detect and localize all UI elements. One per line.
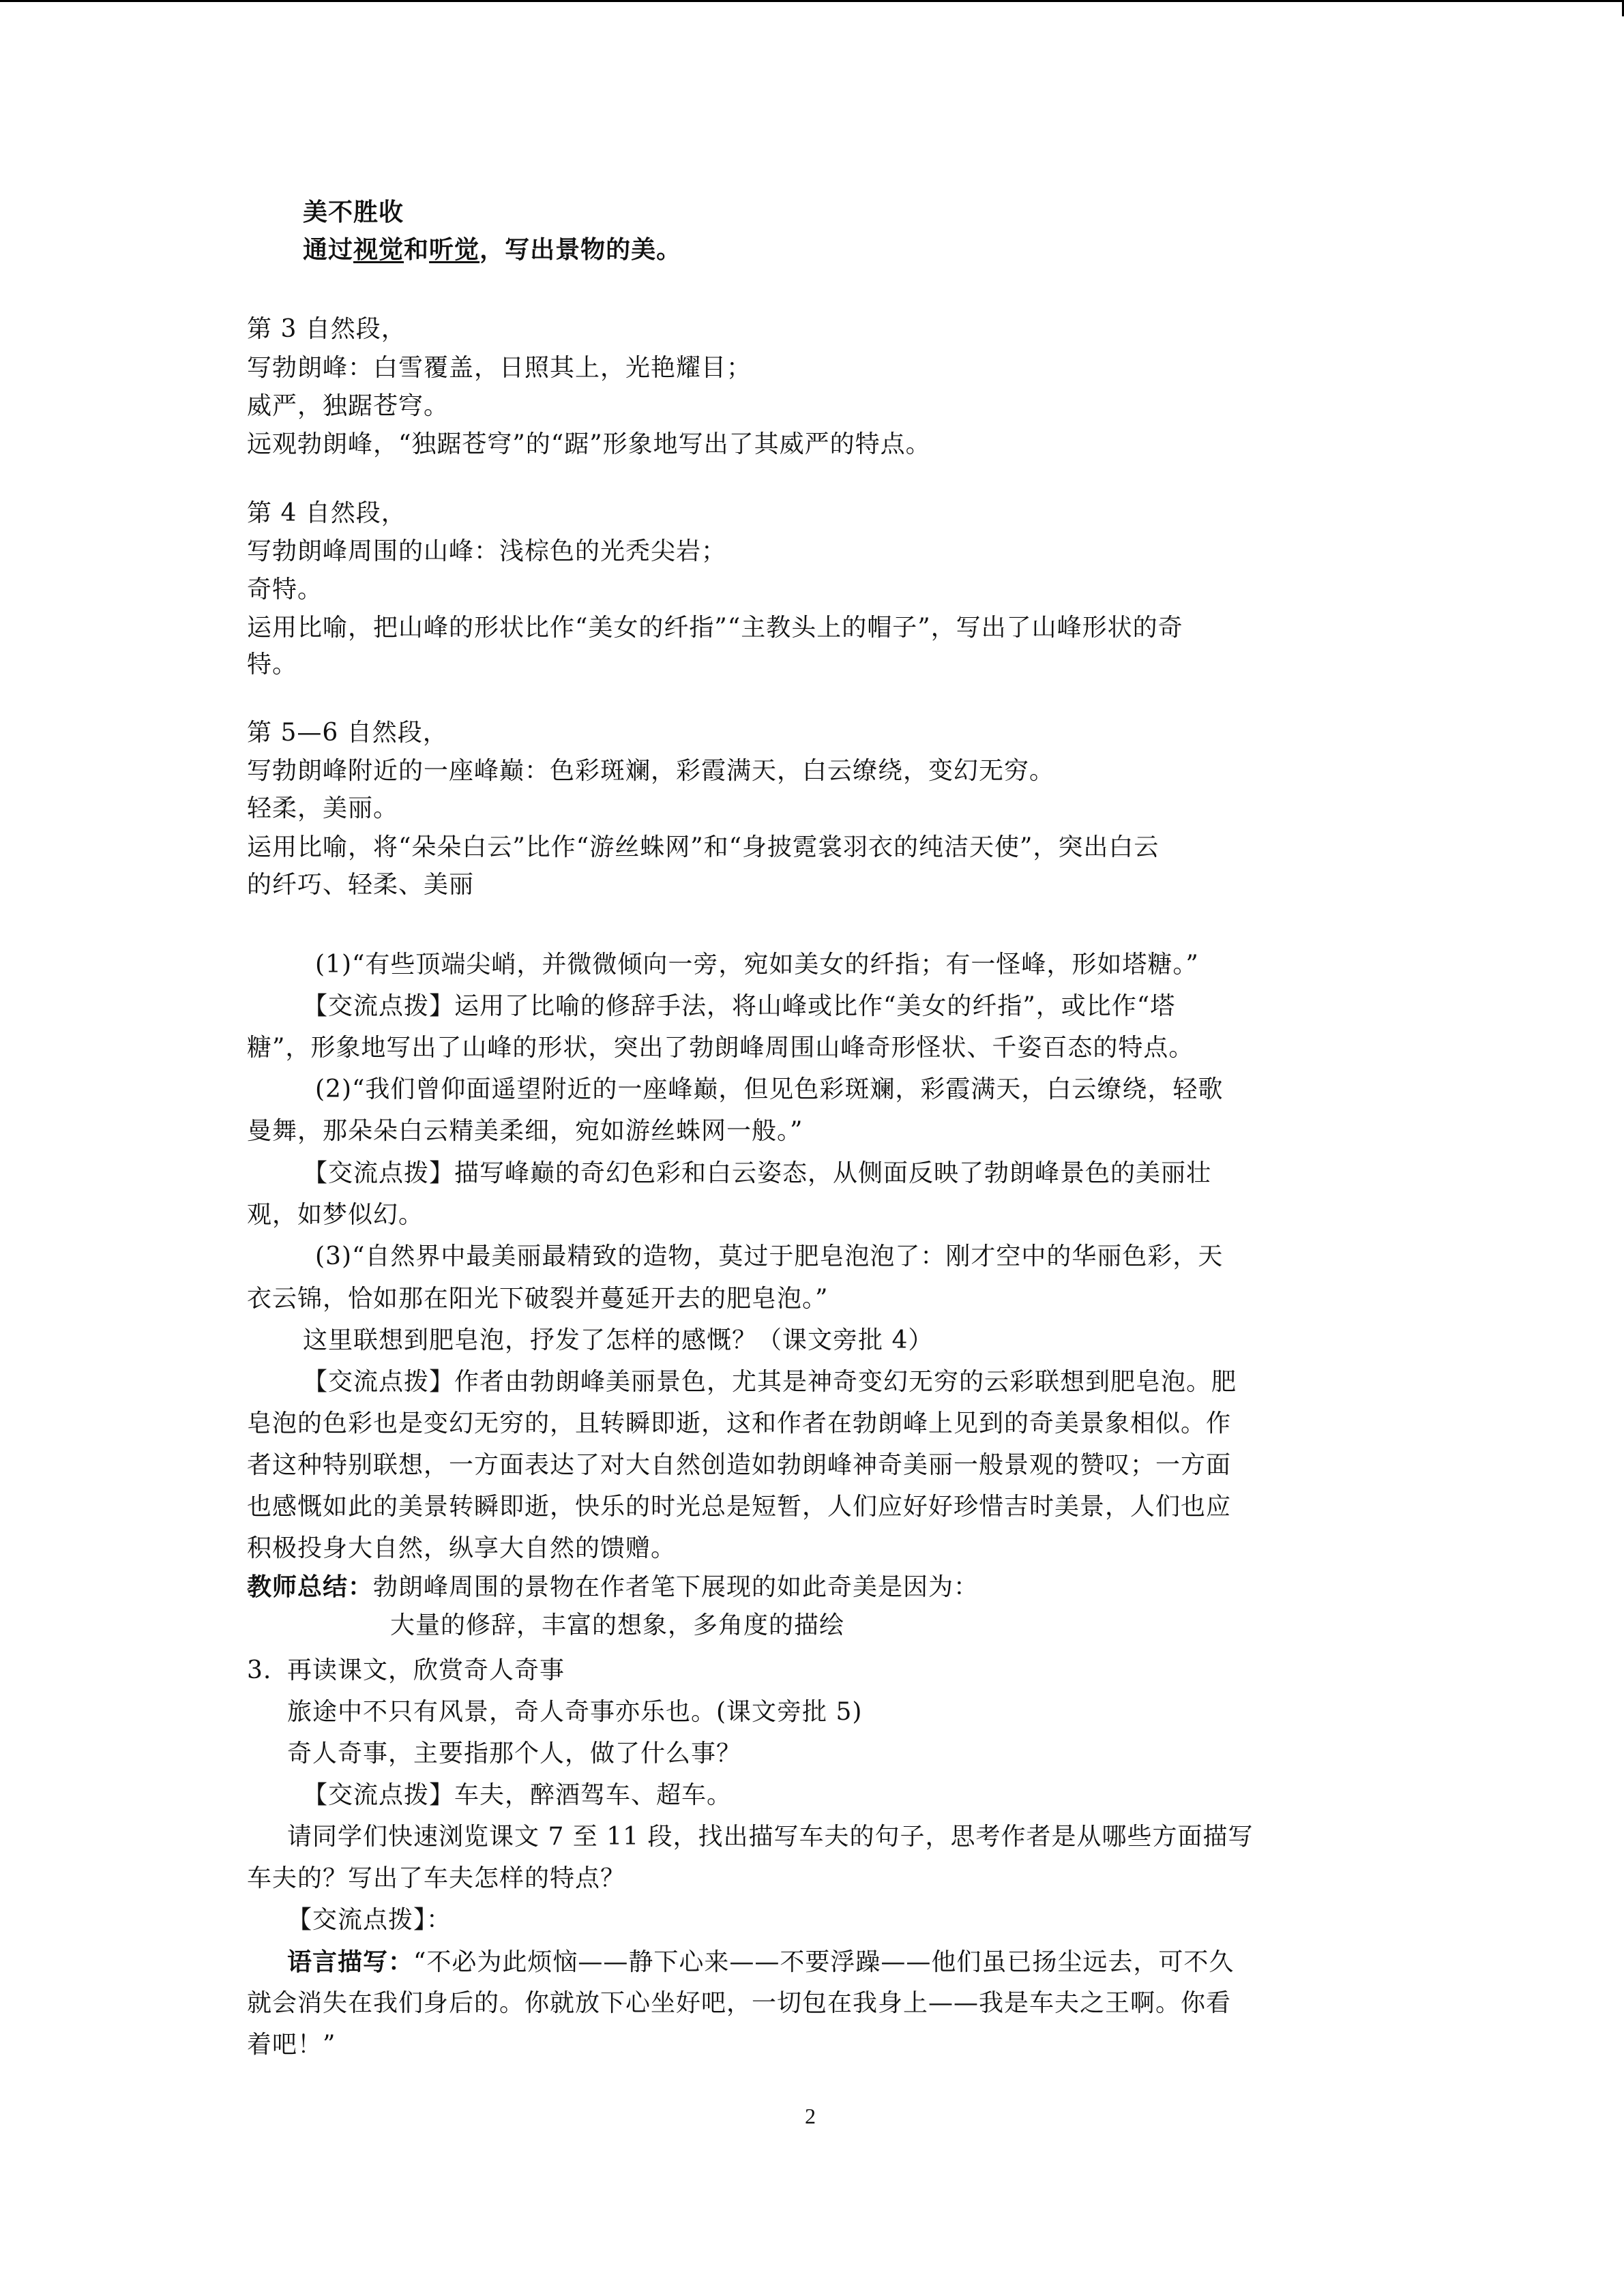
paragraph-line: 的纤巧、轻柔、美丽 [247, 871, 475, 899]
paragraph-line: 特。 [247, 651, 298, 679]
language-description-label: 语言描写： [287, 1948, 414, 1976]
question-3: 这里联想到肥皂泡，抒发了怎样的感慨？（课文旁批 4） [303, 1326, 934, 1354]
answer-3-line: 【交流点拨】作者由勃朗峰美丽景色，尤其是神奇变幻无穷的云彩联想到肥皂泡。肥 [303, 1368, 1237, 1396]
teacher-summary-text: 勃朗峰周围的景物在作者笔下展现的如此奇美是因为： [373, 1573, 979, 1601]
paragraph-line: 运用比喻，把山峰的形状比作“美女的纤指”“主教头上的帽子”，写出了山峰形状的奇 [247, 614, 1183, 642]
quote-3-line: 衣云锦，恰如那在阳光下破裂并蔓延开去的肥皂泡。” [247, 1285, 829, 1313]
teacher-summary-points: 大量的修辞，丰富的想象，多角度的描绘 [390, 1611, 845, 1639]
section-3-line: 车夫的？写出了车夫怎样的特点？ [247, 1864, 626, 1892]
page-number: 2 [805, 2104, 816, 2128]
paragraph-line: 轻柔，美丽。 [247, 794, 399, 822]
summary-text: ，写出景物的美。 [479, 235, 682, 264]
section-3-line: 奇人奇事，主要指那个人，做了什么事？ [287, 1740, 742, 1768]
section-3-line: 旅途中不只有风景，奇人奇事亦乐也。(课文旁批 5) [287, 1698, 863, 1726]
paragraph-label: 第 5—6 自然段， [247, 719, 448, 747]
answer-1-line: 【交流点拨】运用了比喻的修辞手法，将山峰或比作“美女的纤指”，或比作“塔 [303, 992, 1176, 1020]
teacher-summary [247, 1572, 979, 1602]
quote-1: (1)“有些顶端尖峭，并微微倾向一旁，宛如美女的纤指；有一怪峰，形如塔糖。” [315, 951, 1199, 979]
section-title: 美不胜收 [303, 198, 404, 226]
paragraph-line: 写勃朗峰附近的一座峰巅：色彩斑斓，彩霞满天，白云缭绕，变幻无穷。 [247, 757, 1055, 785]
language-description-line: 就会消失在我们身后的。你就放下心坐好吧，一切包在我身上——我是车夫之王啊。你看 [247, 1989, 1232, 2017]
paragraph-line: 写勃朗峰周围的山峰：浅棕色的光秃尖岩； [247, 537, 727, 565]
quote-2-line: 曼舞，那朵朵白云精美柔细，宛如游丝蛛网一般。” [247, 1117, 803, 1145]
section-3-line: 【交流点拨】车夫，醉酒驾车、超车。 [303, 1781, 733, 1809]
section-summary [303, 235, 681, 265]
language-description-text: “不必为此烦恼——静下心来——不要浮躁——他们虽已扬尘远去，可不久 [413, 1948, 1235, 1976]
summary-text: 通过 [303, 235, 354, 264]
quote-3-line: (3)“自然界中最美丽最精致的造物，莫过于肥皂泡泡了：刚才空中的华丽色彩，天 [315, 1242, 1224, 1270]
paragraph-line: 威严，独踞苍穹。 [247, 392, 449, 420]
answer-2-line: 【交流点拨】描写峰巅的奇幻色彩和白云姿态，从侧面反映了勃朗峰景色的美丽壮 [303, 1159, 1212, 1187]
answer-2-line: 观，如梦似幻。 [247, 1201, 424, 1229]
answer-3-line: 皂泡的色彩也是变幻无穷的，且转瞬即逝，这和作者在勃朗峰上见到的奇美景象相似。作 [247, 1410, 1232, 1437]
paragraph-line: 写勃朗峰：白雪覆盖，日照其上，光艳耀目； [247, 354, 752, 382]
underlined-keyword: 听觉 [429, 235, 480, 264]
section-3-title: 再读课文，欣赏奇人奇事 [287, 1656, 565, 1684]
paragraph-label: 第 4 自然段， [247, 499, 407, 527]
answer-3-line: 也感慨如此的美景转瞬即逝，快乐的时光总是短暂，人们应好好珍惜吉时美景，人们也应 [247, 1493, 1232, 1521]
answer-1-line: 糖”，形象地写出了山峰的形状，突出了勃朗峰周围山峰奇形怪状、千姿百态的特点。 [247, 1034, 1194, 1062]
answer-3-line: 者这种特别联想，一方面表达了对大自然创造如勃朗峰神奇美丽一般景观的赞叹；一方面 [247, 1451, 1232, 1479]
paragraph-line: 运用比喻，将“朵朵白云”比作“游丝蛛网”和“身披霓裳羽衣的纯洁天使”，突出白云 [247, 833, 1160, 861]
language-description-line: 着吧！” [247, 2031, 336, 2059]
language-description [287, 1947, 1234, 1978]
top-border-line [0, 0, 1624, 2]
section-3-number: 3. [247, 1656, 272, 1684]
summary-text: 和 [404, 235, 430, 264]
paragraph-label: 第 3 自然段， [247, 315, 407, 343]
section-3-line: 请同学们快速浏览课文 7 至 11 段，找出描写车夫的句子，思考作者是从哪些方面描写 [287, 1823, 1254, 1851]
section-3-line: 【交流点拨】： [287, 1906, 452, 1934]
answer-3-line: 积极投身大自然，纵享大自然的馈赠。 [247, 1534, 677, 1562]
paragraph-line: 奇特。 [247, 576, 323, 603]
paragraph-line: 远观勃朗峰，“独踞苍穹”的“踞”形象地写出了其威严的特点。 [247, 430, 931, 458]
underlined-keyword: 视觉 [353, 235, 404, 264]
teacher-summary-label: 教师总结： [247, 1572, 374, 1601]
quote-2-line: (2)“我们曾仰面遥望附近的一座峰巅，但见色彩斑斓，彩霞满天，白云缭绕，轻歌 [315, 1075, 1224, 1103]
